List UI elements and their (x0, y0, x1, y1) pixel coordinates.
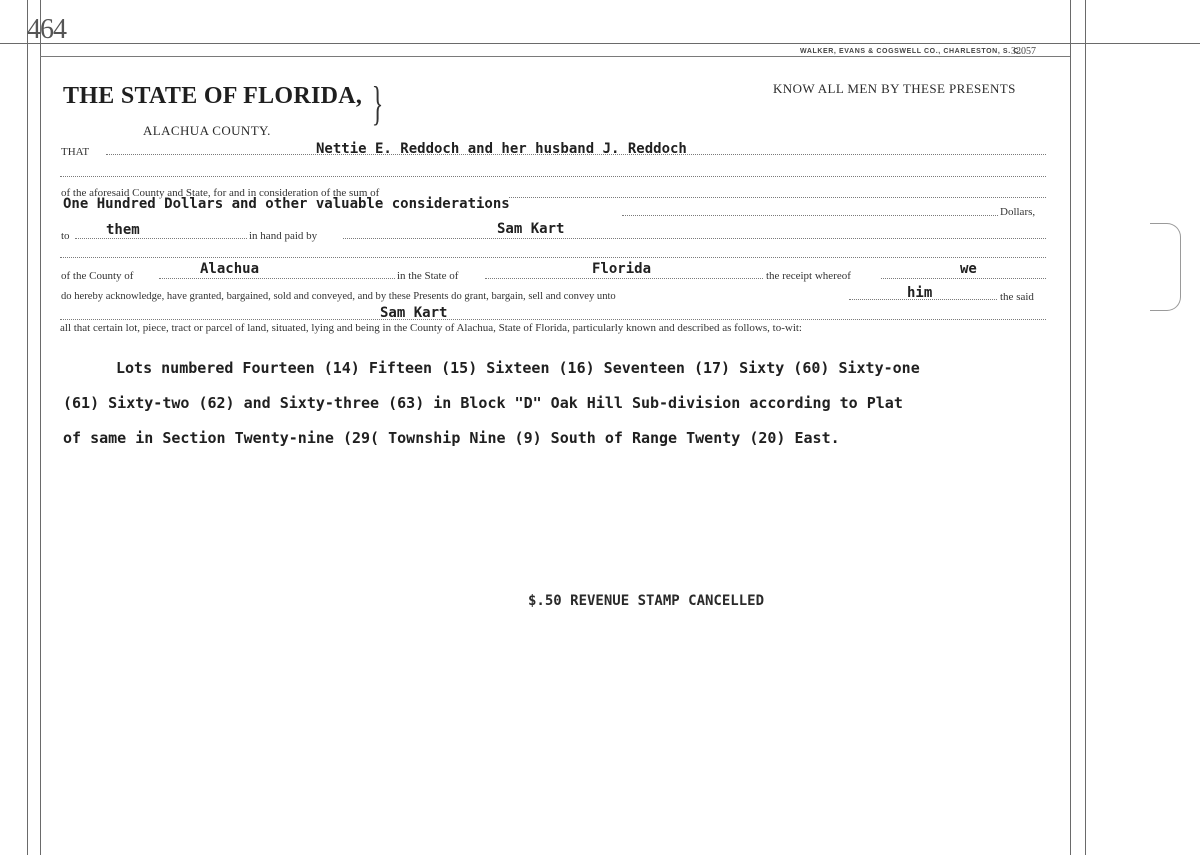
the-said-label: the said (1000, 291, 1034, 303)
paid-by-label: in hand paid by (249, 230, 318, 242)
acknowledge-text: do hereby acknowledge, have granted, bargained, sold and conveyed, and by these Presents do grant, bargain, sell and convey unto (61, 291, 616, 302)
blank-dotted-line-1 (60, 176, 1046, 177)
grantee-dotted-line (60, 319, 1046, 320)
grantee-name: Sam Kart (380, 305, 448, 321)
receipt-value: we (960, 261, 977, 277)
description-line-1: Lots numbered Fourteen (14) Fifteen (15) Sixteen (16) Seventeen (17) Sixty (60) Sixty-one (116, 359, 920, 377)
consideration-dotted-line (509, 197, 1046, 198)
description-line-3: of same in Section Twenty-nine (29( Township Nine (9) South of Range Twenty (20) East. (63, 429, 840, 447)
to-value: them (106, 222, 140, 238)
page-number: 464 (27, 14, 66, 45)
state-of-label: in the State of (397, 270, 459, 282)
paid-by-value: Sam Kart (497, 221, 565, 237)
margin-rule-left-outer (27, 0, 28, 855)
amount-dotted-line (622, 215, 998, 216)
binder-slot-mark (1150, 223, 1181, 311)
printer-imprint: WALKER, EVANS & COGSWELL CO., CHARLESTON, S. C. (800, 48, 1022, 55)
blank-dotted-line-2 (60, 257, 1046, 258)
revenue-stamp-note: $.50 REVENUE STAMP CANCELLED (528, 593, 765, 609)
state-of-value: Florida (592, 261, 652, 277)
county-of-dotted-line (159, 278, 395, 279)
consideration-amount: One Hundred Dollars and other valuable considerations (63, 196, 510, 212)
to-dotted-line (75, 238, 247, 239)
unto-value: him (907, 285, 933, 301)
county-of-value: Alachua (200, 261, 260, 277)
receipt-dotted-line (881, 278, 1046, 279)
margin-rule-right-outer (1085, 0, 1086, 855)
know-all-men-heading: KNOW ALL MEN BY THESE PRESENTS (773, 81, 1016, 96)
brace-mark: } (371, 77, 384, 130)
receipt-label: the receipt whereof (766, 270, 851, 282)
county-of-label: of the County of (61, 270, 134, 282)
dollars-label: Dollars, (1000, 206, 1036, 218)
consideration-label: of the aforesaid County and State, for and in consideration of the sum of (61, 187, 380, 199)
grantors-name: Nettie E. Reddoch and her husband J. Reddoch (316, 141, 687, 157)
state-of-dotted-line (485, 278, 763, 279)
to-label: to (61, 230, 70, 242)
county-heading: ALACHUA COUNTY. (143, 123, 271, 138)
header-rule-top (0, 43, 1200, 44)
description-line-2: (61) Sixty-two (62) and Sixty-three (63) in Block "D" Oak Hill Sub-division according to Plat (63, 394, 903, 412)
margin-rule-right-inner (1070, 0, 1071, 855)
margin-rule-left-inner (40, 0, 41, 855)
header-rule-bottom (40, 56, 1070, 57)
land-lead-in-text: all that certain lot, piece, tract or parcel of land, situated, lying and being in the County of Alachua, State of Florida, particularly known and described as follows, to-wit: (60, 322, 802, 334)
paid-by-dotted-line (343, 238, 1046, 239)
printer-form-number: 32057 (1011, 46, 1036, 57)
that-label: THAT (61, 146, 90, 158)
state-title: THE STATE OF FLORIDA, (63, 83, 363, 109)
